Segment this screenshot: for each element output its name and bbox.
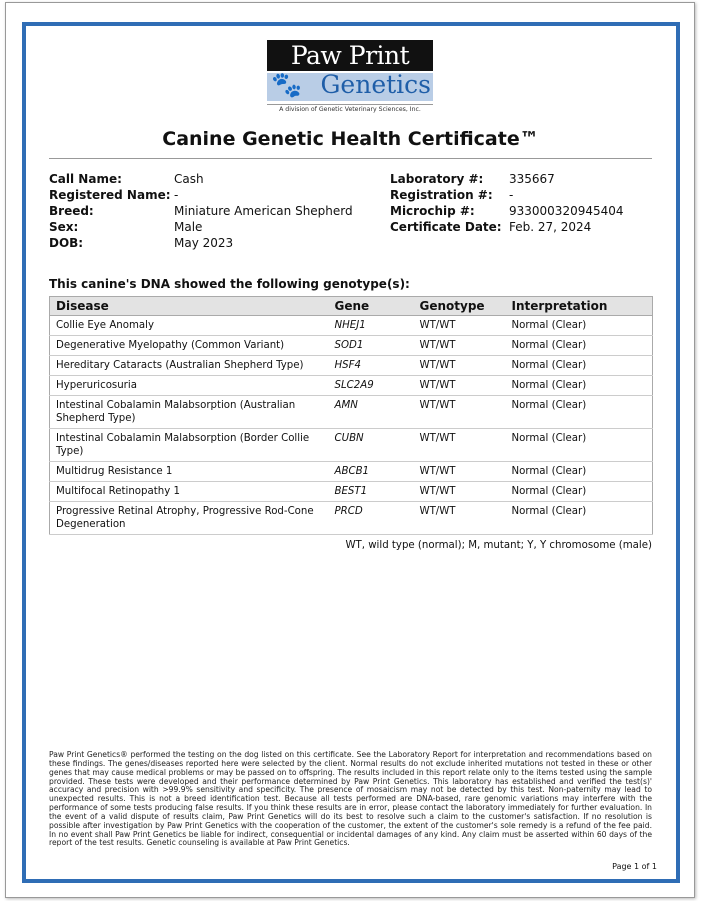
cell-interpretation: Normal (Clear) [506, 356, 653, 376]
cell-interpretation: Normal (Clear) [506, 336, 653, 356]
paw-print-genetics-logo [267, 40, 433, 114]
dog-info-values [174, 171, 353, 251]
cell-gene: HSF4 [329, 356, 414, 376]
value: 933000320945404 [509, 204, 624, 218]
cell-genotype: WT/WT [414, 356, 506, 376]
label: Registration #: [390, 188, 493, 202]
cell-interpretation: Normal (Clear) [506, 376, 653, 396]
page-title: Canine Genetic Health Certificate™ [162, 128, 539, 150]
cell-disease: Progressive Retinal Atrophy, Progressive Rod-Cone Degeneration [50, 502, 329, 535]
logo-line2: Genetics [320, 70, 431, 99]
disclaimer: Paw Print Genetics® performed the testing on the dog listed on this certificate. See the Laboratory Report for interpretation and recommendations based on these findings. The genes/diseases reported here were selected by the client. Normal results do not exclude inherited mutations not tested in these or other genes that may cause medical problems or may be passed on to offspring. The results included in this report relate only to the items tested using the sample provided. These tests were developed and their performance determined by Paw Print Genetics. This laboratory has established and verified the test(s)' accuracy and precision with >99.9% sensitivity and specificity. The presence of mosaicism may not be detected by this test. Non-paternity may lead to unexpected results. This is not a breed identification test. Because all tests performed are DNA-based, rare genomic variations may interfere with the performance of some tests producing false results. If you think these results are in error, please contact the laboratory immediately for further evaluation. In the event of a valid dispute of results claim, Paw Print Genetics will do its best to resolve such a claim to the customer's satisfaction. If no resolution is possible after investigation by Paw Print Genetics with the cooperation of the customer, the extent of the customer's sole remedy is a refund of the fee paid. In no event shall Paw Print Genetics be liable for indirect, consequential or incidental damages of any kind. Any claim must be asserted within 60 days of the report of the test results. Genetic counseling is available at Paw Print Genetics. [49, 750, 652, 848]
label: Call Name: [49, 172, 122, 186]
page-number: Page 1 of 1 [612, 862, 657, 871]
cell-genotype: WT/WT [414, 482, 506, 502]
cell-gene: SLC2A9 [329, 376, 414, 396]
cell-interpretation: Normal (Clear) [506, 316, 653, 336]
cell-interpretation: Normal (Clear) [506, 429, 653, 462]
value: Male [174, 220, 203, 234]
value: May 2023 [174, 236, 234, 250]
table-row [50, 396, 653, 429]
label: Breed: [49, 204, 94, 218]
cell-genotype: WT/WT [414, 502, 506, 535]
value: Miniature American Shepherd [174, 204, 353, 218]
table-row [50, 356, 653, 376]
header-interpretation: Interpretation [506, 297, 653, 316]
cell-disease: Hereditary Cataracts (Australian Shepherd Type) [50, 356, 329, 376]
label: Registered Name: [49, 188, 171, 202]
cell-disease: Multifocal Retinopathy 1 [50, 482, 329, 502]
lab-info-values [509, 171, 624, 235]
cell-disease: Collie Eye Anomaly [50, 316, 329, 336]
cell-genotype: WT/WT [414, 462, 506, 482]
cell-disease: Intestinal Cobalamin Malabsorption (Australian Shepherd Type) [50, 396, 329, 429]
table-row [50, 482, 653, 502]
label: Sex: [49, 220, 79, 234]
cell-gene: NHEJ1 [329, 316, 414, 336]
label: Laboratory #: [390, 172, 484, 186]
cell-gene: AMN [329, 396, 414, 429]
table-row [50, 502, 653, 535]
label: DOB: [49, 236, 84, 250]
logo-tagline: A division of Genetic Veterinary Sciences, Inc. [267, 104, 433, 113]
cell-interpretation: Normal (Clear) [506, 482, 653, 502]
cell-genotype: WT/WT [414, 396, 506, 429]
cell-disease: Hyperuricosuria [50, 376, 329, 396]
paw-icon: 🐾 [271, 70, 303, 99]
value: - [509, 188, 514, 202]
genotype-legend: WT, wild type (normal); M, mutant; Y, Y chromosome (male) [345, 540, 652, 551]
table-row [50, 462, 653, 482]
table-row [50, 376, 653, 396]
value: - [174, 188, 179, 202]
cell-interpretation: Normal (Clear) [506, 502, 653, 535]
dog-info-labels [49, 171, 171, 251]
logo-line1: Paw Print [267, 40, 433, 71]
table-row [50, 429, 653, 462]
header-gene: Gene [329, 297, 414, 316]
value: Cash [174, 172, 204, 186]
cell-gene: BEST1 [329, 482, 414, 502]
header-genotype: Genotype [414, 297, 506, 316]
cell-gene: SOD1 [329, 336, 414, 356]
table-row [50, 316, 653, 336]
label: Certificate Date: [390, 220, 502, 234]
cell-genotype: WT/WT [414, 429, 506, 462]
genotype-table [49, 296, 653, 535]
cell-genotype: WT/WT [414, 376, 506, 396]
table-row [50, 336, 653, 356]
cell-disease: Multidrug Resistance 1 [50, 462, 329, 482]
cell-interpretation: Normal (Clear) [506, 396, 653, 429]
divider [49, 158, 652, 159]
value: 335667 [509, 172, 555, 186]
cell-gene: ABCB1 [329, 462, 414, 482]
cell-disease: Intestinal Cobalamin Malabsorption (Border Collie Type) [50, 429, 329, 462]
cell-disease: Degenerative Myelopathy (Common Variant) [50, 336, 329, 356]
cell-genotype: WT/WT [414, 336, 506, 356]
value: Feb. 27, 2024 [509, 220, 592, 234]
lab-info-labels [390, 171, 502, 235]
cell-interpretation: Normal (Clear) [506, 462, 653, 482]
label: Microchip #: [390, 204, 475, 218]
header-disease: Disease [50, 297, 329, 316]
cell-genotype: WT/WT [414, 316, 506, 336]
section-heading: This canine's DNA showed the following genotype(s): [49, 277, 410, 291]
cell-gene: PRCD [329, 502, 414, 535]
cell-gene: CUBN [329, 429, 414, 462]
